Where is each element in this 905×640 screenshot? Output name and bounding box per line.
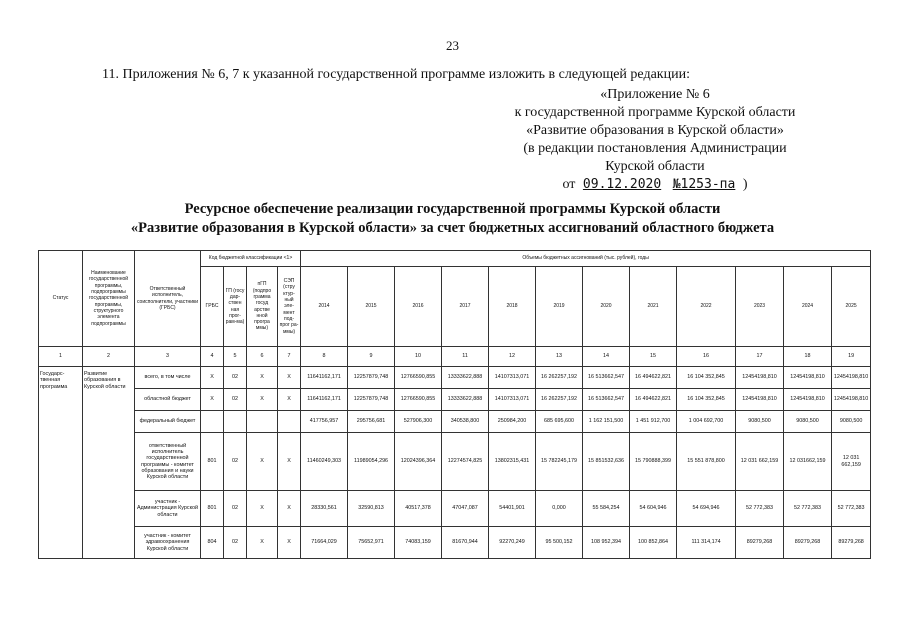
column-number: 9: [348, 347, 395, 367]
table-row: [39, 491, 871, 527]
amount-cell: 12766590,855: [395, 389, 442, 411]
column-number: 4: [201, 347, 224, 367]
amount-cell: 15 851532,636: [583, 433, 630, 491]
amount-cell: 14107313,071: [489, 389, 536, 411]
amount-cell: 15 790888,399: [630, 433, 677, 491]
pgp-cell: X: [247, 527, 278, 559]
amount-cell: 0,000: [536, 491, 583, 527]
table-row: [39, 367, 871, 389]
header-year: 2018: [489, 267, 536, 347]
column-number: 11: [442, 347, 489, 367]
amount-cell: 9080,500: [736, 411, 784, 433]
header-year: 2015: [348, 267, 395, 347]
amount-cell: 81670,944: [442, 527, 489, 559]
amount-cell: 89279,268: [784, 527, 832, 559]
header-code-group: Код бюджетной классификации <1>: [201, 251, 301, 267]
header-year: 2021: [630, 267, 677, 347]
date-close: ): [742, 177, 748, 192]
amount-cell: 16 494622,821: [630, 367, 677, 389]
amount-cell: 89279,268: [736, 527, 784, 559]
appendix-line: Курской области: [605, 159, 705, 174]
header-year: 2017: [442, 267, 489, 347]
column-number: 2: [83, 347, 135, 367]
grbs-cell: X: [201, 389, 224, 411]
amount-cell: 108 952,394: [583, 527, 630, 559]
amount-cell: 15 782245,179: [536, 433, 583, 491]
pgp-cell: X: [247, 491, 278, 527]
pgp-cell: X: [247, 389, 278, 411]
gp-cell: [224, 411, 247, 433]
amount-cell: 12024396,364: [395, 433, 442, 491]
program-name-cell: Развитие образования в Курской области: [83, 367, 135, 559]
sep-cell: X: [278, 433, 301, 491]
header-year: 2020: [583, 267, 630, 347]
amount-cell: 111 314,174: [677, 527, 736, 559]
amount-cell: 54 694,946: [677, 491, 736, 527]
amount-cell: 55 584,254: [583, 491, 630, 527]
amount-cell: 9080,500: [832, 411, 871, 433]
column-number: 13: [536, 347, 583, 367]
amount-cell: 11641162,171: [301, 367, 348, 389]
header-year: 2024: [784, 267, 832, 347]
column-number: 12: [489, 347, 536, 367]
amount-cell: 12454198,810: [736, 367, 784, 389]
pgp-cell: X: [247, 367, 278, 389]
amount-cell: 417756,957: [301, 411, 348, 433]
column-number: 18: [784, 347, 832, 367]
column-number: 10: [395, 347, 442, 367]
amount-cell: 340538,800: [442, 411, 489, 433]
column-number: 17: [736, 347, 784, 367]
gp-cell: 02: [224, 433, 247, 491]
amount-cell: 52 772,383: [784, 491, 832, 527]
amount-cell: 12454198,810: [832, 389, 871, 411]
column-number: 7: [278, 347, 301, 367]
amount-cell: 16 513662,547: [583, 367, 630, 389]
amount-cell: 16 494622,821: [630, 389, 677, 411]
amount-cell: 1 004 692,700: [677, 411, 736, 433]
grbs-cell: 801: [201, 491, 224, 527]
header-status: Статус: [39, 251, 83, 347]
amount-cell: 13333622,888: [442, 389, 489, 411]
amount-cell: 685 695,600: [536, 411, 583, 433]
sep-cell: X: [278, 389, 301, 411]
amount-cell: 16 104 352,845: [677, 367, 736, 389]
resource-table: [38, 250, 871, 559]
grbs-cell: 801: [201, 433, 224, 491]
header-year: 2014: [301, 267, 348, 347]
responsible-cell: ответственный исполнитель государственной программы - комитет образования и науки Курской области: [135, 433, 201, 491]
header-gp: ГП (госу дар-ствен ная прог-рам-ма): [224, 267, 247, 347]
amount-cell: 47047,087: [442, 491, 489, 527]
amount-cell: 12 031 662,159: [832, 433, 871, 491]
header-volume-group: Объемы бюджетных ассигнований (тыс. рублей), годы: [301, 251, 871, 267]
date-prefix: от: [562, 177, 576, 192]
header-name: Наименование государственной программы, подпрограммы государственной программы, структурного элемента подпрограммы: [83, 251, 135, 347]
column-number: 16: [677, 347, 736, 367]
column-numbers-row: [39, 347, 871, 367]
responsible-cell: участник - комитет здравоохранения Курской области: [135, 527, 201, 559]
responsible-cell: всего, в том числе: [135, 367, 201, 389]
header-year: 2019: [536, 267, 583, 347]
amount-cell: 16 262257,192: [536, 367, 583, 389]
table-row: [39, 411, 871, 433]
amount-cell: 100 852,864: [630, 527, 677, 559]
amount-cell: 54 604,946: [630, 491, 677, 527]
amount-cell: 12257879,748: [348, 367, 395, 389]
gp-cell: 02: [224, 389, 247, 411]
appendix-line: к государственной программе Курской области: [514, 105, 796, 120]
responsible-cell: федеральный бюджет: [135, 411, 201, 433]
amount-cell: 12 031 662,159: [736, 433, 784, 491]
amount-cell: 16 104 352,845: [677, 389, 736, 411]
amount-cell: 11460249,303: [301, 433, 348, 491]
responsible-cell: областной бюджет: [135, 389, 201, 411]
title-line: Ресурсное обеспечение реализации государственной программы Курской области: [184, 201, 721, 217]
title-line: «Развитие образования в Курской области» за счет бюджетных ассигнований областного бюджета: [130, 220, 775, 236]
amount-cell: 71664,029: [301, 527, 348, 559]
amount-cell: 12257879,748: [348, 389, 395, 411]
amount-cell: 1 162 151,500: [583, 411, 630, 433]
header-year: 2025: [832, 267, 871, 347]
amount-cell: 1 451 912,700: [630, 411, 677, 433]
date-value: 09.12.2020: [582, 177, 662, 192]
amount-cell: 52 772,383: [832, 491, 871, 527]
column-number: 1: [39, 347, 83, 367]
amount-cell: 13333622,888: [442, 367, 489, 389]
column-number: 15: [630, 347, 677, 367]
amount-cell: 250984,200: [489, 411, 536, 433]
header-year: 2023: [736, 267, 784, 347]
appendix-line: «Развитие образования в Курской области»: [526, 123, 784, 138]
grbs-cell: X: [201, 367, 224, 389]
appendix-date-line: [470, 176, 840, 194]
column-number: 6: [247, 347, 278, 367]
sep-cell: [278, 411, 301, 433]
amount-cell: 89279,268: [832, 527, 871, 559]
amount-cell: 295756,681: [348, 411, 395, 433]
decree-number: №1253-па: [672, 177, 736, 192]
header-year: 2022: [677, 267, 736, 347]
amount-cell: 9080,500: [784, 411, 832, 433]
column-number: 3: [135, 347, 201, 367]
amount-cell: 54401,901: [489, 491, 536, 527]
amount-cell: 13802315,431: [489, 433, 536, 491]
amount-cell: 12766590,855: [395, 367, 442, 389]
appendix-line: (в редакции постановления Администрации: [523, 141, 787, 156]
intro-text: 11. Приложения № 6, 7 к указанной государственной программе изложить в следующей редакции:: [102, 67, 690, 82]
amount-cell: 74083,159: [395, 527, 442, 559]
amount-cell: 16 513662,547: [583, 389, 630, 411]
amount-cell: 11641162,171: [301, 389, 348, 411]
column-number: 8: [301, 347, 348, 367]
gp-cell: 02: [224, 367, 247, 389]
column-number: 14: [583, 347, 630, 367]
column-number: 19: [832, 347, 871, 367]
amount-cell: 92270,249: [489, 527, 536, 559]
table-row: [39, 389, 871, 411]
document-title: [0, 200, 905, 238]
grbs-cell: [201, 411, 224, 433]
page-number: 23: [446, 38, 459, 53]
pgp-cell: X: [247, 433, 278, 491]
header-grbs: ГРБС: [201, 267, 224, 347]
amount-cell: 14107313,071: [489, 367, 536, 389]
amount-cell: 15 551 878,800: [677, 433, 736, 491]
gp-cell: 02: [224, 527, 247, 559]
amount-cell: 32590,813: [348, 491, 395, 527]
gp-cell: 02: [224, 491, 247, 527]
amount-cell: 75652,971: [348, 527, 395, 559]
appendix-block: [470, 86, 840, 194]
status-cell: Государс-твенная программа: [39, 367, 83, 559]
amount-cell: 527906,300: [395, 411, 442, 433]
table-row: [39, 433, 871, 491]
header-pgp: пГП (подпро грамма госуд арстве нной програ ммы): [247, 267, 278, 347]
header-sep: СЭП (стру ктур-ный эле-мент под-прог ра-ммы): [278, 267, 301, 347]
amount-cell: 52 772,383: [736, 491, 784, 527]
sep-cell: X: [278, 491, 301, 527]
header-responsible: Ответственный исполнитель, соисполнители, участники (ГРБС): [135, 251, 201, 347]
amount-cell: 95 500,152: [536, 527, 583, 559]
amount-cell: 16 262257,192: [536, 389, 583, 411]
amount-cell: 12454198,810: [832, 367, 871, 389]
sep-cell: X: [278, 527, 301, 559]
appendix-line: «Приложение № 6: [600, 87, 710, 102]
column-number: 5: [224, 347, 247, 367]
amount-cell: 40517,378: [395, 491, 442, 527]
amount-cell: 28330,561: [301, 491, 348, 527]
responsible-cell: участник - Администрация Курской области: [135, 491, 201, 527]
amount-cell: 12454198,810: [736, 389, 784, 411]
pgp-cell: [247, 411, 278, 433]
grbs-cell: 804: [201, 527, 224, 559]
amount-cell: 11989054,296: [348, 433, 395, 491]
sep-cell: X: [278, 367, 301, 389]
table-row: [39, 527, 871, 559]
header-year: 2016: [395, 267, 442, 347]
amount-cell: 12274574,825: [442, 433, 489, 491]
amount-cell: 12454198,810: [784, 367, 832, 389]
amount-cell: 12454198,810: [784, 389, 832, 411]
amount-cell: 12 031662,159: [784, 433, 832, 491]
